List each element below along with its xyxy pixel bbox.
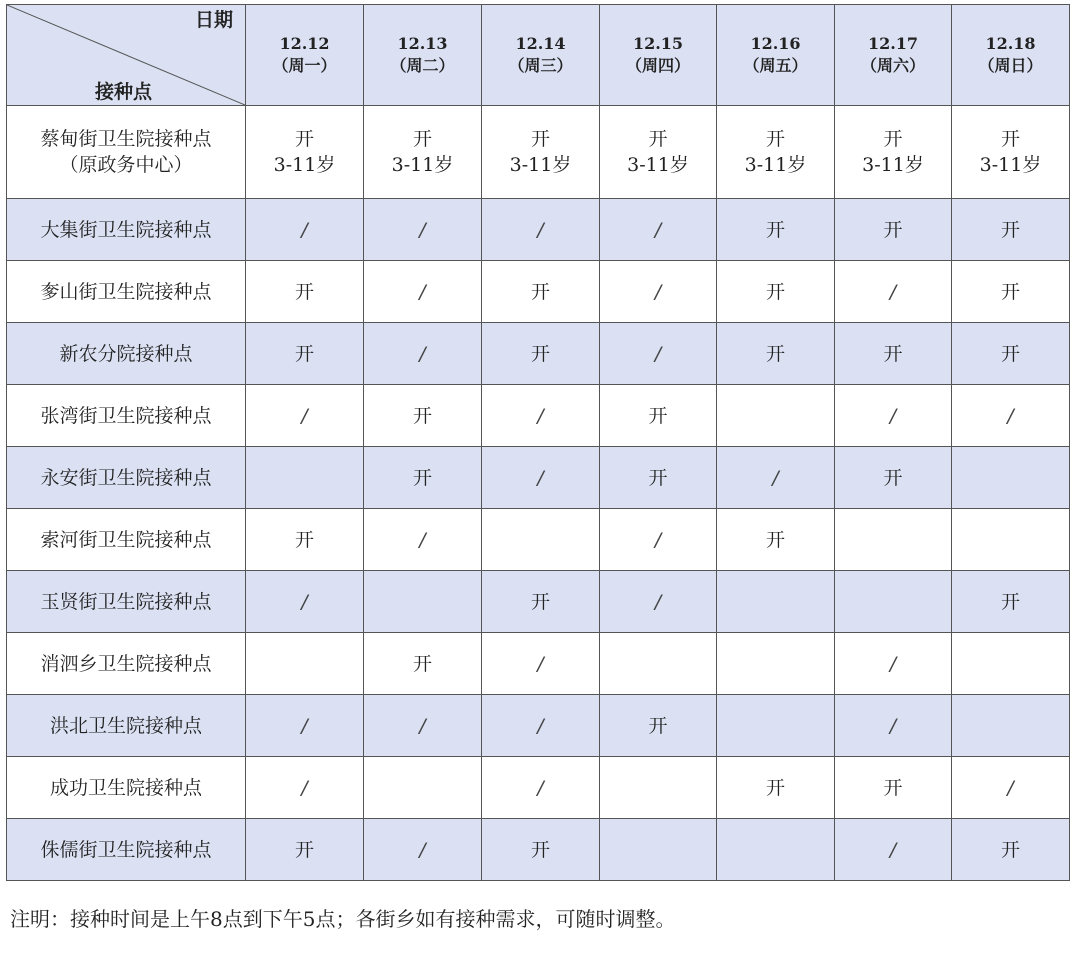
status-cell [717, 633, 835, 695]
closed-mark: / [301, 404, 308, 427]
weekday-text: （周一） [272, 56, 337, 75]
status-cell [717, 509, 835, 571]
status-text: 开 [412, 404, 432, 427]
site-name-cell [7, 509, 246, 571]
date-text: 12.18 [985, 34, 1036, 53]
corner-header-cell [7, 5, 246, 106]
site-name: 蔡甸街卫生院接种点 [40, 128, 212, 150]
vaccination-schedule-table [6, 4, 1070, 881]
date-header-cell [246, 5, 364, 106]
status-text: 开 [294, 128, 314, 150]
status-cell [835, 757, 952, 819]
status-cell [952, 261, 1070, 323]
site-name: 大集街卫生院接种点 [40, 218, 212, 241]
weekday-text: （周六） [860, 56, 925, 75]
status-cell [717, 447, 835, 509]
status-cell [717, 571, 835, 633]
site-name: 侏儒街卫生院接种点 [40, 838, 212, 861]
closed-mark: / [301, 714, 308, 737]
date-text: 12.13 [397, 34, 448, 53]
status-cell [600, 757, 717, 819]
site-row [7, 447, 1070, 509]
status-cell [246, 571, 364, 633]
status-cell [364, 447, 482, 509]
status-cell [482, 261, 600, 323]
date-header-cell [482, 5, 600, 106]
header-row [7, 5, 1070, 106]
status-cell [835, 385, 952, 447]
site-name-cell [7, 323, 246, 385]
status-cell [246, 199, 364, 261]
status-cell [717, 323, 835, 385]
closed-mark: / [889, 280, 897, 303]
site-name-cell [7, 819, 246, 881]
site-subname: （原政务中心） [59, 154, 193, 176]
closed-mark: / [419, 714, 426, 737]
status-text: 开 [530, 128, 550, 150]
closed-mark: / [301, 218, 308, 241]
status-cell [952, 571, 1070, 633]
closed-mark: / [301, 776, 308, 799]
status-text: 开 [765, 280, 785, 303]
status-text: 开 [648, 404, 668, 427]
closed-mark: / [654, 590, 662, 613]
status-cell [600, 323, 717, 385]
status-cell [364, 695, 482, 757]
status-cell [835, 509, 952, 571]
status-text: 开 [412, 652, 432, 675]
closed-mark: / [1007, 776, 1014, 799]
status-cell [482, 106, 600, 199]
site-name-cell [7, 261, 246, 323]
status-text: 开 [530, 590, 550, 613]
site-name: 永安街卫生院接种点 [40, 466, 212, 489]
status-cell [952, 633, 1070, 695]
status-cell [364, 385, 482, 447]
closed-mark: / [654, 342, 662, 365]
status-cell [482, 633, 600, 695]
site-row [7, 509, 1070, 571]
status-cell [835, 199, 952, 261]
status-cell [482, 385, 600, 447]
closed-mark: / [537, 466, 544, 489]
closed-mark: / [419, 528, 426, 551]
closed-mark: / [537, 714, 544, 737]
status-cell [482, 695, 600, 757]
status-cell [246, 633, 364, 695]
status-text: 开 [412, 128, 432, 150]
date-header-cell [835, 5, 952, 106]
site-row [7, 757, 1070, 819]
status-cell [482, 323, 600, 385]
status-cell [835, 571, 952, 633]
status-cell [600, 819, 717, 881]
site-name: 消泗乡卫生院接种点 [40, 652, 212, 675]
closed-mark: / [889, 714, 897, 737]
status-cell [835, 633, 952, 695]
status-text: 开 [648, 466, 668, 489]
status-cell [952, 695, 1070, 757]
date-text: 12.17 [867, 34, 919, 53]
date-text: 12.15 [632, 34, 684, 53]
status-cell [246, 695, 364, 757]
closed-mark: / [889, 838, 897, 861]
status-text: 开 [294, 838, 314, 861]
status-cell [364, 571, 482, 633]
status-cell [952, 106, 1070, 199]
status-text: 开 [883, 218, 903, 241]
status-cell [482, 819, 600, 881]
status-cell [482, 199, 600, 261]
date-text: 12.14 [515, 34, 566, 53]
status-text: 开 [765, 128, 785, 150]
site-name-cell [7, 757, 246, 819]
status-cell [835, 695, 952, 757]
status-cell [600, 261, 717, 323]
status-cell [600, 509, 717, 571]
closed-mark: / [537, 218, 544, 241]
status-cell [835, 106, 952, 199]
status-cell [717, 695, 835, 757]
status-cell [835, 819, 952, 881]
closed-mark: / [537, 652, 544, 675]
status-text: 开 [412, 466, 432, 489]
site-row [7, 819, 1070, 881]
status-cell [952, 199, 1070, 261]
site-name-cell [7, 695, 246, 757]
status-text: 开 [1000, 838, 1020, 861]
status-cell [600, 447, 717, 509]
status-cell [717, 757, 835, 819]
status-text: 3-11岁 [744, 154, 807, 176]
closed-mark: / [419, 280, 426, 303]
status-text: 3-11岁 [391, 154, 454, 176]
status-text: 开 [883, 776, 903, 799]
status-cell [364, 106, 482, 199]
status-cell [364, 757, 482, 819]
site-name: 成功卫生院接种点 [49, 776, 202, 799]
status-cell [835, 447, 952, 509]
status-cell [952, 509, 1070, 571]
status-cell [600, 199, 717, 261]
closed-mark: / [537, 776, 544, 799]
closed-mark: / [537, 404, 544, 427]
status-cell [246, 509, 364, 571]
status-text: 开 [1000, 218, 1020, 241]
status-cell [246, 261, 364, 323]
date-header-cell [952, 5, 1070, 106]
status-cell [717, 106, 835, 199]
closed-mark: / [654, 280, 662, 303]
date-text: 12.16 [750, 34, 801, 53]
status-cell [952, 757, 1070, 819]
site-row [7, 385, 1070, 447]
status-cell [482, 509, 600, 571]
weekday-text: （周四） [625, 56, 690, 75]
status-text: 开 [883, 128, 903, 150]
status-cell [835, 261, 952, 323]
status-text: 3-11岁 [273, 154, 336, 176]
site-name: 索河街卫生院接种点 [40, 528, 212, 551]
status-text: 开 [648, 128, 668, 150]
closed-mark: / [301, 590, 308, 613]
site-row [7, 695, 1070, 757]
status-cell [364, 261, 482, 323]
closed-mark: / [889, 404, 897, 427]
status-cell [717, 261, 835, 323]
site-row [7, 633, 1070, 695]
status-cell [246, 385, 364, 447]
status-cell [717, 819, 835, 881]
weekday-text: （周五） [743, 56, 808, 75]
weekday-text: （周日） [978, 56, 1043, 75]
status-cell [364, 633, 482, 695]
status-cell [835, 323, 952, 385]
site-name: 新农分院接种点 [59, 342, 193, 365]
site-name: 张湾街卫生院接种点 [40, 404, 212, 427]
site-name: 玉贤街卫生院接种点 [40, 590, 212, 613]
site-name: 奓山街卫生院接种点 [40, 280, 212, 303]
status-text: 开 [530, 838, 550, 861]
status-cell [246, 106, 364, 199]
status-cell [364, 819, 482, 881]
status-text: 开 [883, 342, 903, 365]
status-cell [364, 323, 482, 385]
site-row [7, 323, 1070, 385]
site-name-cell [7, 633, 246, 695]
status-cell [482, 757, 600, 819]
closed-mark: / [889, 652, 897, 675]
closed-mark: / [772, 466, 779, 489]
closed-mark: / [1007, 404, 1014, 427]
status-text: 开 [1000, 342, 1020, 365]
status-cell [600, 633, 717, 695]
weekday-text: （周三） [508, 56, 573, 75]
status-text: 3-11岁 [979, 154, 1042, 176]
status-text: 开 [765, 342, 785, 365]
weekday-text: （周二） [390, 56, 455, 75]
status-text: 开 [294, 342, 314, 365]
date-header-cell [717, 5, 835, 106]
site-name-cell [7, 106, 246, 199]
closed-mark: / [654, 218, 662, 241]
status-text: 开 [1000, 280, 1020, 303]
status-cell [600, 106, 717, 199]
status-cell [482, 571, 600, 633]
status-cell [246, 323, 364, 385]
status-cell [482, 447, 600, 509]
site-row [7, 571, 1070, 633]
status-cell [364, 199, 482, 261]
status-text: 3-11岁 [862, 154, 924, 176]
status-text: 3-11岁 [627, 154, 689, 176]
site-name-cell [7, 447, 246, 509]
site-row [7, 106, 1070, 199]
status-text: 开 [294, 528, 314, 551]
site-row [7, 199, 1070, 261]
status-cell [364, 509, 482, 571]
status-cell [246, 447, 364, 509]
status-cell [600, 695, 717, 757]
date-axis-label: 日期 [194, 9, 233, 31]
date-text: 12.12 [279, 34, 330, 53]
status-text: 开 [1000, 128, 1020, 150]
site-name-cell [7, 571, 246, 633]
status-text: 3-11岁 [509, 154, 572, 176]
footnote: 注明：接种时间是上午8点到下午5点；各街乡如有接种需求，可随时调整。 [10, 907, 676, 931]
status-cell [717, 385, 835, 447]
status-text: 开 [530, 342, 550, 365]
status-cell [952, 323, 1070, 385]
site-name-cell [7, 385, 246, 447]
status-cell [952, 819, 1070, 881]
closed-mark: / [419, 838, 426, 861]
date-header-cell [364, 5, 482, 106]
status-cell [952, 385, 1070, 447]
site-axis-label: 接种点 [95, 81, 153, 103]
date-header-cell [600, 5, 717, 106]
site-row [7, 261, 1070, 323]
closed-mark: / [654, 528, 662, 551]
status-text: 开 [1000, 590, 1020, 613]
site-name: 洪北卫生院接种点 [49, 714, 202, 737]
status-cell [717, 199, 835, 261]
closed-mark: / [419, 342, 426, 365]
status-text: 开 [765, 218, 785, 241]
status-cell [952, 447, 1070, 509]
status-cell [246, 757, 364, 819]
status-cell [600, 385, 717, 447]
status-text: 开 [883, 466, 903, 489]
site-name-cell [7, 199, 246, 261]
status-text: 开 [765, 528, 785, 551]
status-cell [600, 571, 717, 633]
closed-mark: / [419, 218, 426, 241]
status-text: 开 [648, 714, 668, 737]
status-cell [246, 819, 364, 881]
status-text: 开 [294, 280, 314, 303]
status-text: 开 [765, 776, 785, 799]
status-text: 开 [530, 280, 550, 303]
